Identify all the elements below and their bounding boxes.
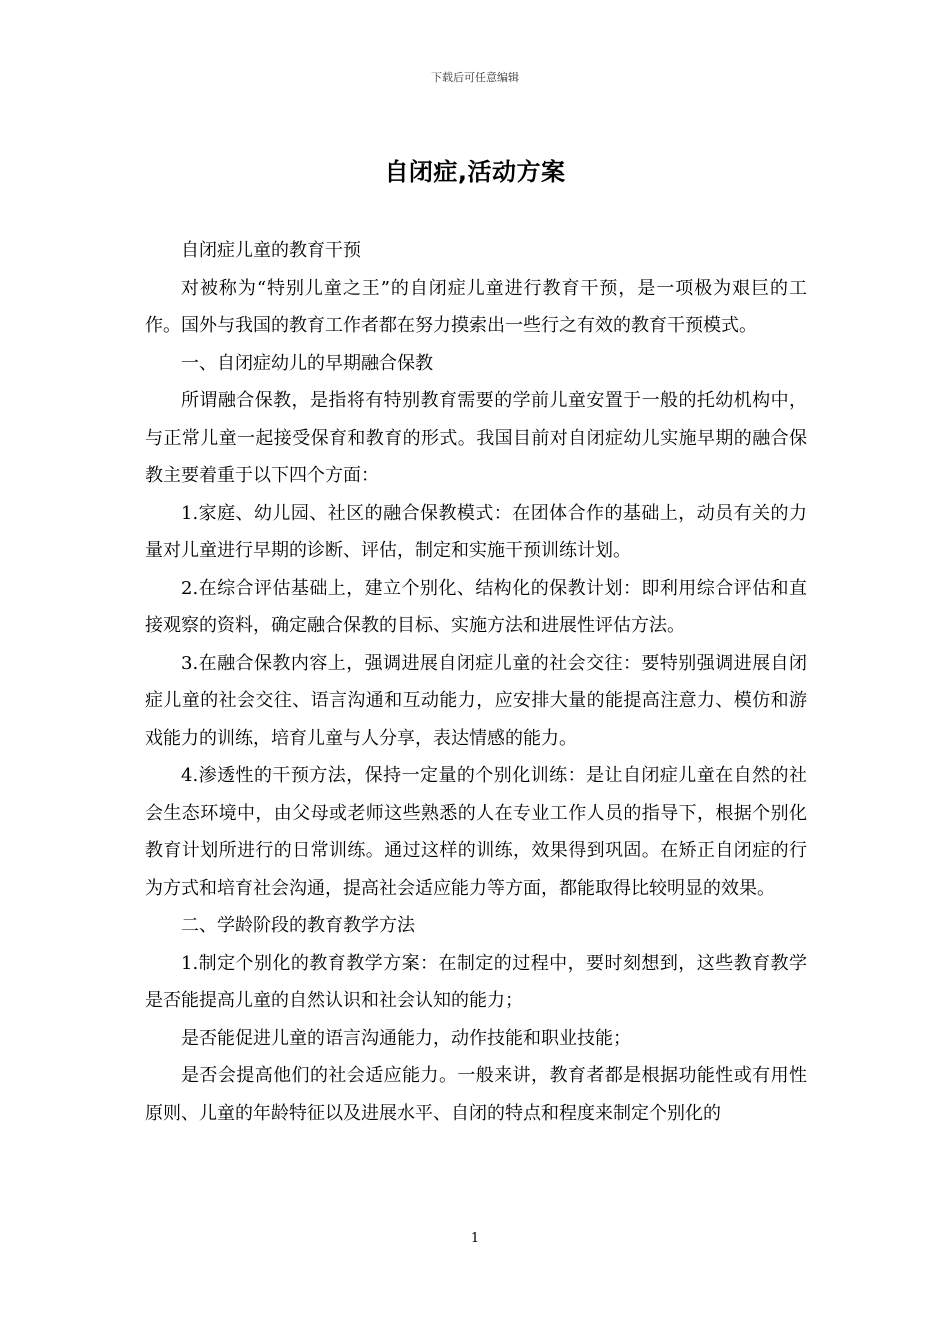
paragraph-heading-1: 一、自闭症幼儿的早期融合保教	[181, 352, 433, 374]
paragraph-item-4: 4.渗透性的干预方法，保持一定量的个别化训练：是让自闭症儿童在自然的社会生态环境中，由父母或老师这些熟悉的人在专业工作人员的指导下，根据个别化教育计划所进行的日常训练。通过这样的训练，效果得到巩固。在矫正自闭症的行为方式和培育社会沟通，提高社会适应能力等方面，都能取得比较明显的效果。	[145, 765, 807, 899]
paragraph-method-1-cont-b: 是否会提高他们的社会适应能力。一般来讲，教育者都是根据功能性或有用性原则、儿童的年龄特征以及进展水平、自闭的特点和程度来制定个别化的	[145, 1065, 807, 1124]
paragraph-definition: 所谓融合保教，是指将有特别教育需要的学前儿童安置于一般的托幼机构中，与正常儿童一起接受保育和教育的形式。我国目前对自闭症幼儿实施早期的融合保教主要着重于以下四个方面：	[145, 390, 807, 486]
document-body	[145, 232, 807, 1132]
paragraph-item-2: 2.在综合评估基础上，建立个别化、结构化的保教计划：即利用综合评估和直接观察的资料，确定融合保教的目标、实施方法和进展性评估方法。	[145, 577, 807, 636]
header-note: 下载后可任意编辑	[431, 71, 519, 84]
paragraph-method-1-cont-a: 是否能促进儿童的语言沟通能力，动作技能和职业技能；	[181, 1027, 631, 1049]
paragraph-intro: 对被称为“特别儿童之王”的自闭症儿童进行教育干预，是一项极为艰巨的工作。国外与我国的教育工作者都在努力摸索出一些行之有效的教育干预模式。	[145, 277, 807, 336]
paragraph-heading-2: 二、学龄阶段的教育教学方法	[181, 915, 415, 936]
page-number: 1	[470, 1231, 480, 1246]
paragraph-section-heading: 自闭症儿童的教育干预	[181, 240, 361, 261]
paragraph-item-3: 3.在融合保教内容上，强调进展自闭症儿童的社会交往：要特别强调进展自闭症儿童的社会交往、语言沟通和互动能力，应安排大量的能提高注意力、模仿和游戏能力的训练，培育儿童与人分享，表达情感的能力。	[145, 652, 807, 749]
paragraph-method-1: 1.制定个别化的教育教学方案：在制定的过程中，要时刻想到，这些教育教学是否能提高儿童的自然认识和社会认知的能力；	[145, 952, 807, 1011]
paragraph-item-1: 1.家庭、幼儿园、社区的融合保教模式：在团体合作的基础上，动员有关的力量对儿童进行早期的诊断、评估，制定和实施干预训练计划。	[145, 502, 807, 561]
document-title: 自闭症,活动方案	[384, 158, 566, 186]
